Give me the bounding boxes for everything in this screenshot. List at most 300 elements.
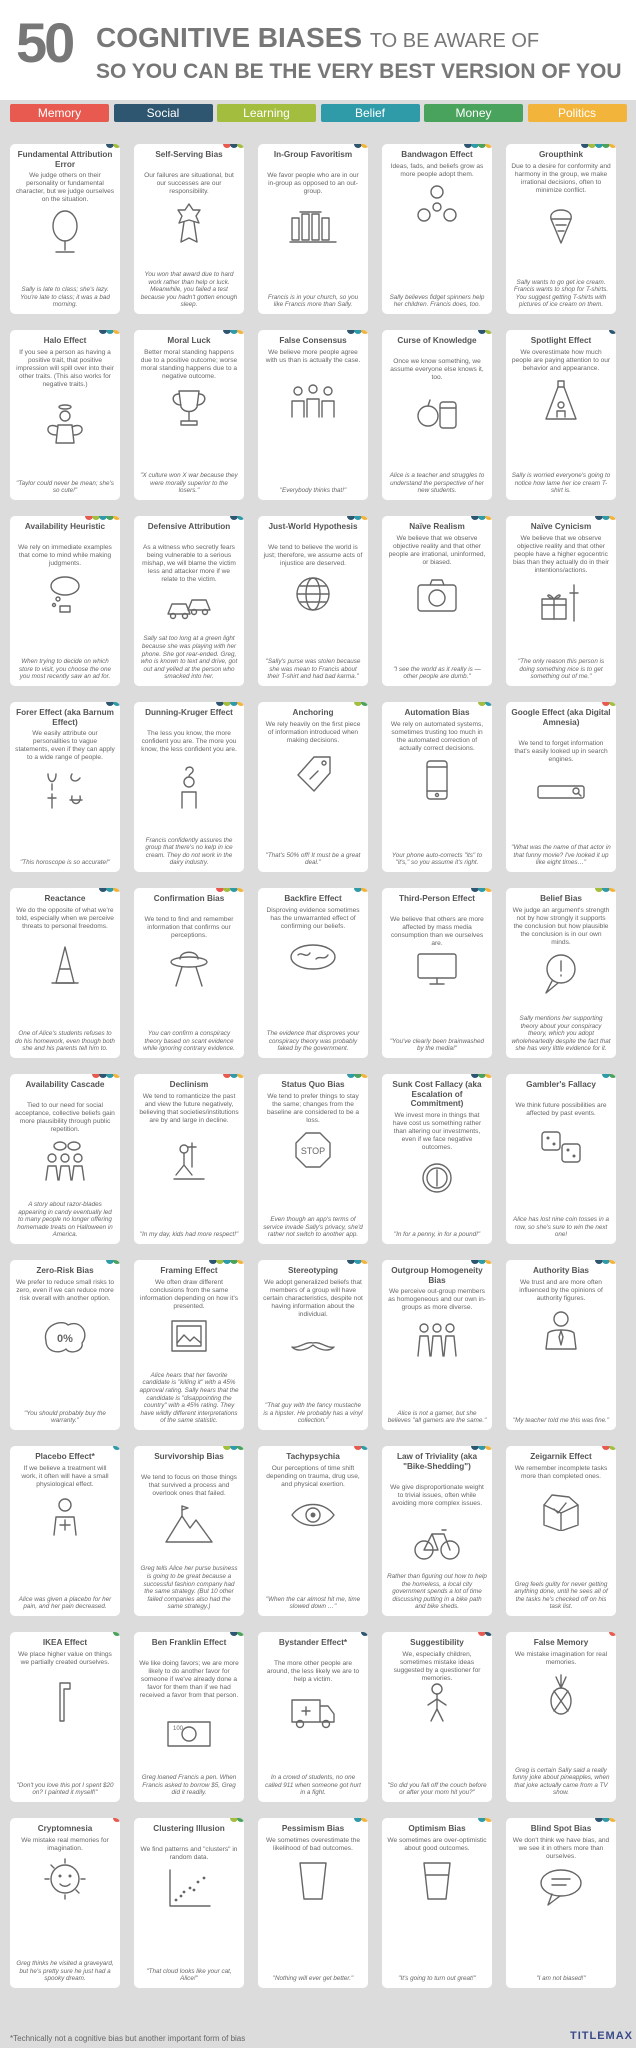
category-dot bbox=[113, 1632, 120, 1636]
category-dot bbox=[361, 1818, 368, 1822]
bias-card bbox=[10, 1074, 120, 1244]
header-title-line2: SO YOU CAN BE THE VERY BEST VERSION OF YOU bbox=[96, 60, 622, 83]
bias-card bbox=[10, 702, 120, 872]
bias-example: "That guy with the fancy mustache is a hipster. He probably has a vinyl collection." bbox=[263, 1402, 363, 1425]
bias-description: We find patterns and "clusters" in random data. bbox=[140, 1846, 238, 1861]
bias-title: Ben Franklin Effect bbox=[151, 1638, 227, 1647]
bias-card bbox=[382, 516, 492, 686]
zodiac-icon bbox=[40, 766, 90, 812]
bias-description: Due to a desire for conformity and harmony in the group, we make irrational decisions, often to minimize conflict. bbox=[511, 162, 611, 194]
bias-description: We give disproportionate weight to trivial issues, often while avoiding more complex issues. bbox=[390, 1483, 484, 1507]
bias-card bbox=[258, 1260, 368, 1430]
bias-title: False Consensus bbox=[279, 336, 347, 345]
bias-title: Curse of Knowledge bbox=[397, 336, 477, 345]
category-dot bbox=[485, 1260, 492, 1264]
category-dot bbox=[237, 1818, 244, 1822]
sun-moon-face-icon bbox=[40, 1857, 90, 1903]
bias-card bbox=[258, 1446, 368, 1616]
bias-example: You can confirm a conspiracy theory based on scant evidence while ignoring contrary evidence. bbox=[143, 1030, 235, 1053]
bias-description: We sometimes overestimate the likelihood of bad outcomes. bbox=[265, 1836, 361, 1852]
bias-card bbox=[10, 1818, 120, 1988]
bias-title: Stereotyping bbox=[287, 1266, 339, 1275]
category-dot bbox=[609, 330, 616, 334]
category-dot bbox=[609, 144, 616, 148]
bias-title: Automation Bias bbox=[404, 708, 470, 717]
eye-icon bbox=[288, 1493, 338, 1539]
category-dot bbox=[485, 1818, 492, 1822]
bias-description: We overestimate how much people are paying attention to our behavior and appearance. bbox=[511, 348, 611, 372]
bias-card bbox=[258, 144, 368, 314]
child-icon bbox=[412, 1679, 462, 1725]
bias-card bbox=[134, 1632, 244, 1802]
category-learning: Learning bbox=[217, 104, 316, 122]
bias-description: The more other people are around, the less likely we are to help a victim. bbox=[266, 1660, 360, 1683]
zero-percent-icon bbox=[40, 1315, 90, 1361]
bias-description: We judge others on their personality or fundamental character, but we judge ourselves on the situation. bbox=[15, 172, 115, 203]
bias-title: Defensive Attribution bbox=[147, 522, 231, 531]
bias-description: We like doing favors; we are more likely to do another favor for someone if we've already done a favor for them than if we had received a favor from that person. bbox=[139, 1660, 239, 1699]
knight-icon bbox=[164, 1137, 214, 1183]
bias-card bbox=[382, 888, 492, 1058]
bias-example: Alice was given a placebo for her pain, and her pain decreased. bbox=[18, 1595, 112, 1611]
bias-description: We believe that others are more affected by mass media consumption than we ourselves are. bbox=[390, 916, 484, 947]
bias-title: Reactance bbox=[44, 894, 86, 903]
header-title-small: TO BE AWARE OF bbox=[369, 30, 540, 52]
bias-title: Cryptomnesia bbox=[37, 1824, 93, 1833]
patient-icon bbox=[40, 1493, 90, 1539]
bias-card bbox=[382, 330, 492, 500]
titlemax-logo: TITLEMAX bbox=[570, 2030, 633, 2042]
bias-example: "Nothing will ever get better." bbox=[272, 1975, 354, 1983]
category-dot bbox=[361, 516, 368, 520]
svg-text:100: 100 bbox=[173, 1726, 184, 1732]
picture-frame-icon bbox=[164, 1315, 214, 1361]
bias-title: Self-Serving Bias bbox=[155, 150, 223, 159]
category-dot bbox=[113, 516, 120, 520]
bias-example: Rather than figuring out how to help the homeless, a local city government spends a lot of time discussing putting in a bike path and bike sheds. bbox=[387, 1573, 487, 1611]
bias-description: We tend to prefer things to stay the same; changes from the baseline are considered to be a loss. bbox=[266, 1092, 359, 1124]
bias-card bbox=[382, 1632, 492, 1802]
stonehenge-icon bbox=[288, 200, 338, 246]
bias-title: False Memory bbox=[533, 1638, 589, 1647]
category-dot bbox=[485, 330, 492, 334]
category-social: Social bbox=[114, 104, 213, 122]
bias-example: "It's going to turn out great!" bbox=[398, 1975, 476, 1983]
category-dot bbox=[609, 516, 616, 520]
category-dot bbox=[237, 1074, 244, 1078]
category-dot bbox=[237, 330, 244, 334]
full-glass-icon bbox=[412, 1857, 462, 1903]
bias-title: Anchoring bbox=[292, 708, 334, 717]
mustache-icon bbox=[288, 1323, 338, 1369]
category-dot bbox=[485, 702, 492, 706]
bias-card bbox=[134, 1446, 244, 1616]
category-dot bbox=[609, 1074, 616, 1078]
bias-example: Greg feels guilty for never getting anything done, until he sees all of the tasks he's checked off on his task list. bbox=[514, 1580, 608, 1611]
scatter-plot-icon bbox=[164, 1866, 214, 1912]
bias-example: Sally is worried everyone's going to notice how lame her ice cream T-shirt is. bbox=[511, 472, 611, 495]
category-dot bbox=[361, 1074, 368, 1078]
bias-card bbox=[506, 144, 616, 314]
crowd-icon bbox=[288, 377, 338, 423]
bias-card bbox=[506, 516, 616, 686]
bias-example: "You've clearly been brainwashed by the media!" bbox=[389, 1037, 485, 1053]
header bbox=[0, 0, 636, 100]
bias-example: "Everybody thinks that!" bbox=[279, 487, 347, 495]
category-dot bbox=[113, 144, 120, 148]
bias-description: We believe more people agree with us than is actually the case. bbox=[265, 348, 361, 364]
bias-title: Suggestibility bbox=[410, 1638, 464, 1647]
bias-example: Greg tells Alice her purse business is going to be great because a successful fashion company had the same strategy. (But 10 other failed companies also had the same strategy.) bbox=[140, 1565, 238, 1611]
bias-example: Sally wants to go get ice cream. Francis wants to shop for T-shirts. You suggest getting T-shirts with pictures of ice cream on them. bbox=[513, 278, 609, 309]
bias-title: Moral Luck bbox=[167, 336, 211, 345]
bias-card bbox=[382, 1074, 492, 1244]
bias-card bbox=[10, 1260, 120, 1430]
svg-text:0%: 0% bbox=[57, 1332, 73, 1345]
bias-card bbox=[506, 1446, 616, 1616]
bias-example: Greg thinks he visited a graveyard, but he's pretty sure he just had a spooky dream. bbox=[16, 1960, 114, 1983]
bias-example: Alice is a teacher and struggles to understand the perspective of her new students. bbox=[389, 472, 485, 495]
header-number: 50 bbox=[16, 11, 73, 74]
allen-key-icon bbox=[40, 1679, 90, 1725]
bias-description: We remember incomplete tasks more than completed ones. bbox=[514, 1464, 608, 1480]
bias-title: Belief Bias bbox=[540, 894, 582, 903]
bias-card bbox=[134, 1818, 244, 1988]
bias-title: Declinism bbox=[169, 1080, 209, 1089]
bias-example: When trying to decide on which store to visit, you choose the one you most recently saw an ad for. bbox=[18, 658, 112, 681]
bias-title: Naïve Realism bbox=[409, 522, 465, 531]
category-memory: Memory bbox=[10, 104, 109, 122]
bias-example: Francis is in your church, so you like Francis more than Sally. bbox=[267, 293, 359, 309]
category-dot bbox=[237, 702, 244, 706]
bias-example: The evidence that disproves your conspiracy theory was probably faked by the government. bbox=[266, 1030, 360, 1053]
bias-title: Sunk Cost Fallacy (aka Escalation of Commitment) bbox=[392, 1080, 482, 1108]
bias-title: Fundamental Attribution Error bbox=[17, 150, 113, 169]
category-dot bbox=[485, 1446, 492, 1450]
bias-description: We invest more in things that have cost us something rather than altering our investments, even if we face negative outcomes. bbox=[392, 1111, 482, 1151]
bias-description: We mistake imagination for real memories. bbox=[514, 1650, 608, 1666]
bias-example: Alice is not a gamer, but she believes "all gamers are the same." bbox=[387, 1409, 487, 1425]
bias-description: We believe that we observe objective reality and that other people are irrational, uninformed, or biased. bbox=[388, 534, 486, 566]
bias-card bbox=[258, 888, 368, 1058]
category-dot bbox=[237, 144, 244, 148]
category-dot bbox=[361, 1446, 368, 1450]
category-dot bbox=[237, 1260, 244, 1264]
bias-card bbox=[258, 330, 368, 500]
bias-card bbox=[134, 888, 244, 1058]
bias-description: The less you know, the more confident you are. The more you know, the less confident you are. bbox=[141, 730, 237, 753]
bias-card bbox=[10, 888, 120, 1058]
category-dot bbox=[485, 516, 492, 520]
bias-title: Forer Effect (aka Barnum Effect) bbox=[16, 708, 114, 727]
bias-card bbox=[506, 888, 616, 1058]
bias-title: Authority Bias bbox=[533, 1266, 589, 1275]
bias-title: Confirmation Bias bbox=[153, 894, 225, 903]
bias-description: We tend to believe the world is just; therefore, we assume acts of injustice are deserved. bbox=[263, 544, 363, 567]
people-group-icon bbox=[412, 1316, 462, 1362]
bias-title: Dunning-Kruger Effect bbox=[145, 708, 233, 717]
category-dot bbox=[361, 1632, 368, 1636]
trophy-icon bbox=[164, 385, 214, 431]
people-talking-icon bbox=[40, 1138, 90, 1184]
bias-example: "My teacher told me this was fine." bbox=[512, 1417, 610, 1425]
bias-description: We judge an argument's strength not by how strongly it supports the conclusion but how plausible the conclusion is in our own minds. bbox=[512, 906, 610, 946]
bias-title: Bandwagon Effect bbox=[401, 150, 473, 159]
bias-title: Google Effect (aka Digital Amnesia) bbox=[511, 708, 611, 727]
bias-title: Third-Person Effect bbox=[399, 894, 475, 903]
bias-example: Sally mentions her supporting theory about your conspiracy theory, which you adopt wholeheartedly despite the fact that she has very little evidence for it. bbox=[511, 1015, 611, 1053]
bias-description: Tied to our need for social acceptance, collective beliefs gain more plausibility through public repetition. bbox=[15, 1102, 115, 1133]
bias-title: Optimism Bias bbox=[408, 1824, 466, 1833]
bias-example: "In my day, kids had more respect!" bbox=[139, 1231, 239, 1239]
bias-card bbox=[134, 1074, 244, 1244]
category-dot bbox=[609, 702, 616, 706]
category-money: Money bbox=[424, 104, 523, 122]
bias-card bbox=[506, 330, 616, 500]
bias-description: We sometimes are over-optimistic about good outcomes. bbox=[387, 1836, 487, 1852]
flat-earth-icon bbox=[288, 935, 338, 981]
bias-example: "So did you fall off the couch before or after your mom hit you?" bbox=[387, 1781, 487, 1797]
dunce-cap-icon bbox=[40, 943, 90, 989]
bias-example: In a crowd of students, no one called 911 when someone got hurt in a fight. bbox=[265, 1774, 361, 1797]
bias-title: Pessimism Bias bbox=[281, 1824, 345, 1833]
bias-card bbox=[382, 1260, 492, 1430]
bias-title: Spotlight Effect bbox=[530, 336, 592, 345]
bias-card bbox=[506, 1074, 616, 1244]
category-dot bbox=[609, 1632, 616, 1636]
bias-card bbox=[10, 144, 120, 314]
category-legend bbox=[10, 104, 626, 124]
award-icon bbox=[164, 200, 214, 246]
bias-card bbox=[134, 144, 244, 314]
bias-card bbox=[10, 1632, 120, 1802]
bias-card bbox=[382, 1446, 492, 1616]
spotlight-icon bbox=[536, 377, 586, 423]
bias-title: Halo Effect bbox=[43, 336, 87, 345]
bias-description: Our perceptions of time shift depending on trauma, drug use, and physical exertion. bbox=[266, 1464, 360, 1488]
svg-text:STOP: STOP bbox=[300, 1145, 326, 1156]
bias-example: Alice hears that her favorite candidate is "killing it" with a 45% approval rating. Sally hears that the candidate is "disappointing the country" with a 45% rating. They have wildly different interpretations of the same statistic. bbox=[139, 1371, 239, 1425]
bias-example: "What was the name of that actor in that funny movie? I've looked it up like eight times…" bbox=[511, 844, 611, 867]
coin-icon bbox=[412, 1156, 462, 1202]
bias-example: "Don't you love this pot I spent $20 on? I painted it myself!" bbox=[16, 1781, 114, 1797]
bias-example: "When the car almost hit me, time slowed down …" bbox=[265, 1595, 361, 1611]
bias-description: We rely on immediate examples that come to mind while making judgments. bbox=[18, 544, 112, 567]
car-crash-icon bbox=[164, 580, 214, 626]
bias-description: Once we know something, we assume everyone else knows it, too. bbox=[390, 358, 484, 381]
category-dot bbox=[113, 330, 120, 334]
bias-description: We don't think we have bias, and we see it in others more than ourselves. bbox=[512, 1836, 610, 1860]
bias-title: IKEA Effect bbox=[42, 1638, 88, 1647]
bias-title: Law of Triviality (aka "Bike-Shedding") bbox=[396, 1452, 478, 1471]
bias-description: We tend to forget information that's easily looked up in search engines. bbox=[514, 739, 608, 763]
exclamation-bubble-icon bbox=[536, 951, 586, 997]
bias-card bbox=[134, 516, 244, 686]
gift-icon bbox=[536, 579, 586, 625]
bias-card bbox=[134, 702, 244, 872]
mirror-icon bbox=[40, 208, 90, 254]
bias-description: Disproving evidence sometimes has the unwarranted effect of confirming our beliefs. bbox=[266, 906, 360, 930]
bias-card bbox=[506, 1632, 616, 1802]
apple-jar-icon bbox=[412, 386, 462, 432]
category-dot bbox=[237, 1632, 244, 1636]
thought-bubble-icon bbox=[40, 572, 90, 618]
bias-description: We adopt generalized beliefs that members of a group will have certain characteristics, despite not having information about the individual. bbox=[263, 1278, 363, 1318]
bias-example: "This horoscope is so accurate!" bbox=[20, 859, 110, 867]
bias-card bbox=[10, 516, 120, 686]
bias-description: We tend to find and remember information that confirms our perceptions. bbox=[144, 916, 234, 939]
phone-icon bbox=[412, 757, 462, 803]
bias-example: "Sally's purse was stolen because she was mean to Francis about their T-shirt and had bad karma." bbox=[265, 658, 361, 681]
mountain-summit-icon bbox=[164, 1502, 214, 1548]
bias-example: Francis confidently assures the group that there's no kelp in ice cream. They do not work in the dairy industry. bbox=[145, 836, 233, 867]
bias-title: Tachypsychia bbox=[286, 1452, 340, 1461]
search-bar-icon bbox=[536, 768, 586, 814]
bias-example: Alice has lost nine coin tosses in a row, so she's sure to win the next one! bbox=[513, 1216, 609, 1239]
category-dot bbox=[113, 702, 120, 706]
bias-card bbox=[258, 1632, 368, 1802]
bias-description: We place higher value on things we partially created ourselves. bbox=[18, 1650, 112, 1666]
category-dot bbox=[609, 1446, 616, 1450]
category-dot bbox=[361, 888, 368, 892]
category-dot bbox=[485, 1632, 492, 1636]
ambulance-icon bbox=[288, 1688, 338, 1734]
category-dot bbox=[485, 888, 492, 892]
ufo-icon bbox=[164, 944, 214, 990]
bias-example: "That's 50% off! It must be a great deal." bbox=[265, 851, 361, 867]
bias-description: We mistake real memories for imagination. bbox=[21, 1836, 109, 1852]
bias-card bbox=[506, 702, 616, 872]
category-dot bbox=[237, 1446, 244, 1450]
bias-card bbox=[506, 1260, 616, 1430]
bias-title: Backfire Effect bbox=[284, 894, 342, 903]
bias-title: Status Quo Bias bbox=[281, 1080, 345, 1089]
category-dot bbox=[113, 1446, 120, 1450]
category-dot bbox=[361, 1260, 368, 1264]
bias-example: "The only reason this person is doing something nice is to get something out of me." bbox=[517, 658, 605, 681]
bias-title: In-Group Favoritism bbox=[273, 150, 353, 159]
person-question-icon bbox=[164, 766, 214, 812]
bias-description: We do the opposite of what we're told, especially when we perceive threats to personal freedoms. bbox=[16, 906, 114, 930]
speech-bubble-icon bbox=[536, 1865, 586, 1911]
bias-example: "That cloud looks like your cat, Alice!" bbox=[146, 1967, 232, 1983]
bias-title: Groupthink bbox=[538, 150, 584, 159]
bias-description: Ideas, fads, and beliefs grow as more people adopt them. bbox=[390, 162, 484, 178]
bias-example: "You should probably buy the warranty." bbox=[24, 1409, 106, 1425]
bias-title: Just-World Hypothesis bbox=[268, 522, 358, 531]
bias-card bbox=[506, 1818, 616, 1988]
category-dot bbox=[485, 144, 492, 148]
category-dot bbox=[361, 702, 368, 706]
bias-description: We tend to romanticize the past and view the future negatively, believing that societies/institutions are by and large in decline. bbox=[139, 1092, 239, 1124]
bias-example: Sally is late to class; she's lazy. You're late to class; it was a bad morning. bbox=[20, 286, 110, 309]
category-dot bbox=[609, 1818, 616, 1822]
stop-sign-icon bbox=[288, 1129, 338, 1175]
category-dot bbox=[113, 1260, 120, 1264]
globe-icon bbox=[288, 572, 338, 618]
bias-description: We think future possibilities are affected by past events. bbox=[515, 1102, 607, 1117]
bias-example: "I see the world as it really is — other people are dumb." bbox=[393, 665, 481, 681]
bias-card bbox=[10, 1446, 120, 1616]
bias-description: Better moral standing happens due to a positive outcome; worse moral standing happens due to a negative outcome. bbox=[140, 348, 238, 380]
bias-title: Placebo Effect* bbox=[35, 1452, 95, 1461]
bias-description: We often draw different conclusions from the same information depending on how it's presented. bbox=[139, 1278, 239, 1310]
bias-description: We perceive out-group members as homogeneous and our own in-groups as more diverse. bbox=[388, 1288, 486, 1311]
bias-example: Greg is certain Sally said a really funny joke about pineapples, when that joke actually came from a TV show. bbox=[512, 1766, 610, 1797]
bias-example: "Taylor could never be mean; she's so cute!" bbox=[16, 479, 114, 495]
bias-description: We favor people who are in our in-group as opposed to an out-group. bbox=[267, 172, 359, 195]
bias-example: Greg loaned Francis a pen. When Francis asked to borrow $5, Greg did it readily. bbox=[141, 1774, 237, 1797]
bias-example: Sally believes fidget spinners help her children. Francis does, too. bbox=[389, 293, 485, 309]
category-dot bbox=[113, 1818, 120, 1822]
bias-description: We, especially children, sometimes mistake ideas suggested by a questioner for memories. bbox=[393, 1650, 481, 1682]
icecream-icon bbox=[536, 199, 586, 245]
angel-icon bbox=[40, 401, 90, 447]
bias-card bbox=[258, 516, 368, 686]
bias-description: If you see a person as having a positive trait, that positive impression will spill over into their other traits. (This also works for negative traits.) bbox=[16, 348, 114, 388]
footnote: *Technically not a cognitive bias but another important form of bias bbox=[10, 2034, 246, 2043]
empty-glass-icon bbox=[288, 1857, 338, 1903]
category-dot bbox=[609, 888, 616, 892]
category-belief: Belief bbox=[321, 104, 420, 122]
bias-title: Blind Spot Bias bbox=[530, 1824, 592, 1833]
bias-description: We tend to focus on those things that survived a process and overlook ones that failed. bbox=[141, 1474, 237, 1497]
dice-icon bbox=[536, 1122, 586, 1168]
bias-example: Sally sat too long at a green light because she was playing with her phone. She got rear-ended. Greg, who is known to text and drive, got out and yelled at the person who smacked into her. bbox=[140, 635, 238, 681]
category-dot bbox=[113, 1074, 120, 1078]
category-politics: Politics bbox=[528, 104, 627, 122]
bias-description: We trust and are more often influenced by the opinions of authority figures. bbox=[519, 1278, 603, 1302]
bias-title: Framing Effect bbox=[160, 1266, 218, 1275]
bias-title: Survivorship Bias bbox=[154, 1452, 224, 1461]
bias-title: Zeigarnik Effect bbox=[530, 1452, 592, 1461]
bias-title: Clustering Illusion bbox=[153, 1824, 225, 1833]
category-dot bbox=[237, 516, 244, 520]
bias-example: "I am not biased!" bbox=[536, 1975, 586, 1983]
bias-title: Availability Heuristic bbox=[24, 522, 106, 531]
bias-card bbox=[134, 330, 244, 500]
category-dot bbox=[237, 888, 244, 892]
category-dot bbox=[361, 330, 368, 334]
bias-description: We easily attribute our personalities to vague statements, even if they can apply to a wide range of people. bbox=[15, 730, 115, 761]
bias-description: We believe that we observe objective reality and that other people have a higher egocentric bias than they actually do in their intentions/actions. bbox=[512, 534, 610, 574]
bias-title: Gambler's Fallacy bbox=[526, 1080, 596, 1089]
bias-title: Naïve Cynicism bbox=[530, 522, 592, 531]
bias-card bbox=[258, 1074, 368, 1244]
bias-example: "In for a penny, in for a pound!" bbox=[393, 1231, 481, 1239]
bias-card bbox=[10, 330, 120, 500]
bias-card bbox=[382, 702, 492, 872]
category-dot bbox=[361, 144, 368, 148]
bias-example: Your phone auto-corrects "its" to "it's," so you assume it's right. bbox=[391, 851, 483, 867]
bias-description: As a witness who secretly fears being vulnerable to a serious mishap, we will blame the victim less and attacker more if we relate to the victim. bbox=[142, 544, 236, 583]
hundred-dollar-bill-icon bbox=[164, 1712, 214, 1758]
bicycle-icon bbox=[412, 1520, 462, 1566]
bias-card bbox=[134, 1260, 244, 1430]
television-icon bbox=[412, 944, 462, 990]
spinner-icon bbox=[412, 183, 462, 229]
bias-title: Zero-Risk Bias bbox=[36, 1266, 94, 1275]
bias-title: Outgroup Homogeneity Bias bbox=[391, 1266, 483, 1285]
category-dot bbox=[113, 888, 120, 892]
bias-card bbox=[382, 144, 492, 314]
bias-card bbox=[258, 1818, 368, 1988]
bias-example: A story about razor-blades appearing in candy eventually led to many people no longer offering homemade treats on Halloween in America. bbox=[17, 1201, 113, 1239]
header-title-line1 bbox=[96, 22, 539, 54]
category-dot bbox=[609, 1260, 616, 1264]
bias-description: Our failures are situational, but our successes are our responsibility. bbox=[144, 172, 234, 195]
businessman-icon bbox=[536, 1307, 586, 1353]
